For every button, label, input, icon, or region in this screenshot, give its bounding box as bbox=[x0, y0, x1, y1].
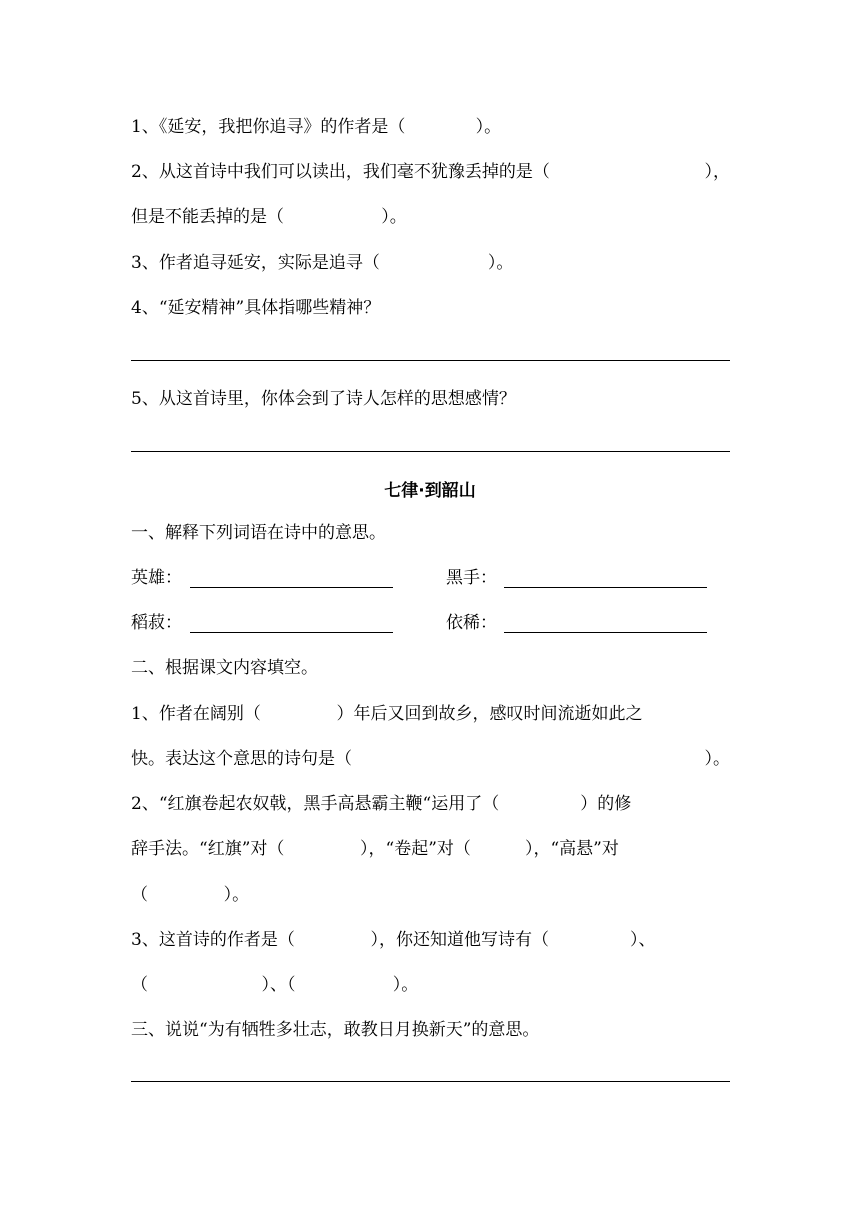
word-label-yingxiong: 英雄： bbox=[131, 568, 182, 588]
fill-2-line-2: 辞手法。“红旗”对（ ），“卷起”对（ ），“高悬”对 bbox=[131, 839, 619, 859]
answer-line-section-3[interactable] bbox=[131, 1081, 730, 1082]
section-2-heading: 二、根据课文内容填空。 bbox=[131, 658, 318, 678]
question-2-line-1 bbox=[131, 161, 730, 183]
question-2-line-2: 但是不能丢掉的是（ ）。 bbox=[131, 207, 407, 227]
fill-1-text: 快。表达这个意思的诗句是（ bbox=[131, 749, 352, 769]
word-label-heishou: 黑手： bbox=[446, 568, 497, 588]
fill-1-line-2 bbox=[131, 748, 730, 770]
answer-line-4[interactable] bbox=[131, 360, 730, 361]
word-blank-heishou[interactable] bbox=[504, 587, 707, 588]
word-blank-daoshu[interactable] bbox=[190, 632, 393, 633]
question-3: 3、作者追寻延安，实际是追寻（ ）。 bbox=[131, 253, 514, 273]
fill-3-line-1: 3、这首诗的作者是（ ），你还知道他写诗有（ ）、 bbox=[131, 930, 656, 950]
question-5: 5、从这首诗里，你体会到了诗人怎样的思想感情？ bbox=[131, 389, 516, 409]
poem-title: 七律·到韶山 bbox=[384, 481, 476, 501]
fill-2-line-3: （ ）。 bbox=[131, 885, 250, 905]
fill-1-close: ）。 bbox=[704, 749, 730, 769]
fill-3-line-2: （ ）、（ ）。 bbox=[131, 975, 419, 995]
word-label-yixi: 依稀： bbox=[446, 613, 497, 633]
question-2-text: 2、从这首诗中我们可以读出，我们毫不犹豫丢掉的是（ bbox=[131, 162, 550, 182]
fill-2-line-1: 2、“红旗卷起农奴戟，黑手高悬霸主鞭“运用了（ ）的修 bbox=[131, 794, 632, 814]
section-1-heading: 一、解释下列词语在诗中的意思。 bbox=[131, 523, 386, 543]
fill-1-line-1: 1、作者在阔别（ ）年后又回到故乡，感叹时间流逝如此之 bbox=[131, 704, 643, 724]
word-blank-yixi[interactable] bbox=[504, 632, 707, 633]
section-3-heading: 三、说说“为有牺牲多壮志，敢教日月换新天”的意思。 bbox=[131, 1020, 540, 1040]
answer-line-5[interactable] bbox=[131, 451, 730, 452]
question-4: 4、“延安精神”具体指哪些精神？ bbox=[131, 298, 381, 318]
word-label-daoshu: 稻菽： bbox=[131, 613, 182, 633]
question-1: 1、《延安，我把你追寻》的作者是（ ）。 bbox=[131, 117, 502, 137]
word-blank-yingxiong[interactable] bbox=[190, 587, 393, 588]
question-2-close: ）， bbox=[704, 162, 730, 182]
